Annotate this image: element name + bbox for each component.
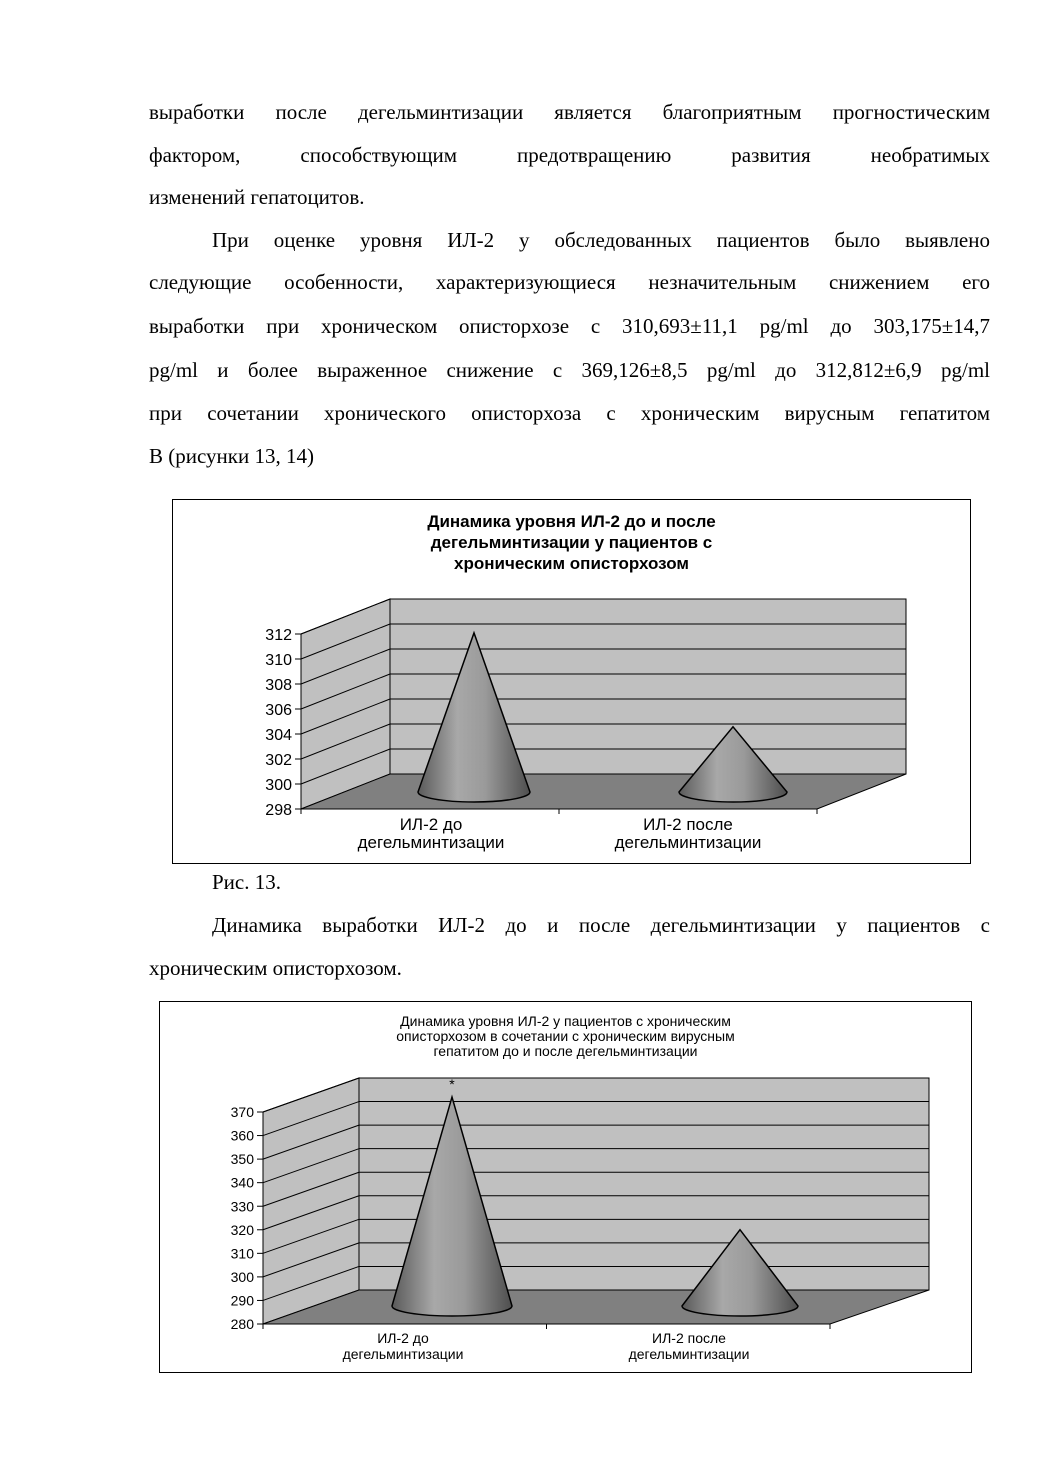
y-tick-label: 320 [230, 1221, 254, 1238]
figure-13-caption-line-2: хроническим описторхозом. [149, 956, 402, 980]
y-tick-label: 300 [230, 1268, 254, 1285]
chart-title-line: дегельминтизации у пациентов с [430, 533, 713, 552]
x-category-label: дегельминтизации [357, 833, 505, 852]
y-tick-label: 302 [265, 751, 292, 769]
x-category-label: ИЛ-2 до [377, 1330, 429, 1346]
bar-annotation: * [449, 1076, 455, 1093]
y-tick-label: 360 [230, 1127, 254, 1144]
x-category-label: ИЛ-2 после [652, 1330, 726, 1346]
figure-14-chart [159, 1001, 972, 1373]
chart-title-line: хроническим описторхозом [454, 554, 689, 573]
y-tick-label: 308 [265, 676, 292, 694]
chart-floor [263, 1290, 929, 1324]
y-tick-label: 312 [265, 626, 292, 644]
paragraph-1-line-1: выработки после дегельминтизации является благоприятным прогностическим [149, 100, 990, 124]
x-category-label: ИЛ-2 до [399, 815, 463, 834]
y-tick-label: 340 [230, 1174, 254, 1191]
y-tick-label: 306 [265, 701, 292, 719]
x-category-label: дегельминтизации [342, 1346, 464, 1362]
chart-title-line: гепатитом до и после дегельминтизации [433, 1043, 698, 1059]
paragraph-1-line-2: фактором, способствующим предотвращению развития необратимых [149, 143, 990, 167]
paragraph-1-line-3: изменений гепатоцитов. [149, 185, 365, 209]
y-tick-label: 280 [230, 1316, 254, 1333]
paragraph-2-line-3: выработки при хроническом описторхозе с 310,693±11,1 pg/ml до 303,175±14,7 [149, 314, 990, 338]
x-category-label: дегельминтизации [628, 1346, 750, 1362]
chart-title-line: Динамика уровня ИЛ-2 у пациентов с хроническим [400, 1013, 731, 1029]
figure-13-chart [172, 499, 971, 864]
y-tick-label: 310 [265, 651, 292, 669]
chart-floor [301, 774, 906, 809]
paragraph-2-line-6: В (рисунки 13, 14) [149, 444, 314, 468]
paragraph-2-line-2: следующие особенности, характеризующиеся незначительным снижением его [149, 270, 990, 294]
y-tick-label: 330 [230, 1198, 254, 1215]
paragraph-2-line-1: При оценке уровня ИЛ-2 у обследованных пациентов было выявлено [212, 228, 990, 252]
y-tick-label: 300 [265, 776, 292, 794]
paragraph-2-line-4: pg/ml и более выраженное снижение с 369,126±8,5 pg/ml до 312,812±6,9 pg/ml [149, 358, 990, 382]
chart-il2-opisthorchiasis [173, 500, 970, 863]
y-tick-label: 298 [265, 801, 292, 819]
figure-13-label: Рис. 13. [212, 870, 281, 894]
y-tick-label: 310 [230, 1245, 254, 1262]
paragraph-2-line-5: при сочетании хронического описторхоза с хроническим вирусным гепатитом [149, 401, 990, 425]
chart-title-line: описторхозом в сочетании с хроническим вирусным [396, 1028, 735, 1044]
y-tick-label: 304 [265, 726, 292, 744]
chart-title-line: Динамика уровня ИЛ-2 до и после [427, 512, 716, 531]
x-category-label: дегельминтизации [614, 833, 762, 852]
chart-il2-opisthorchiasis-hepatitis [160, 1002, 971, 1372]
figure-13-caption-line-1: Динамика выработки ИЛ-2 до и после дегельминтизации у пациентов с [212, 913, 990, 937]
y-tick-label: 370 [230, 1104, 254, 1121]
x-category-label: ИЛ-2 после [643, 815, 733, 834]
y-tick-label: 350 [230, 1151, 254, 1168]
y-tick-label: 290 [230, 1292, 254, 1309]
